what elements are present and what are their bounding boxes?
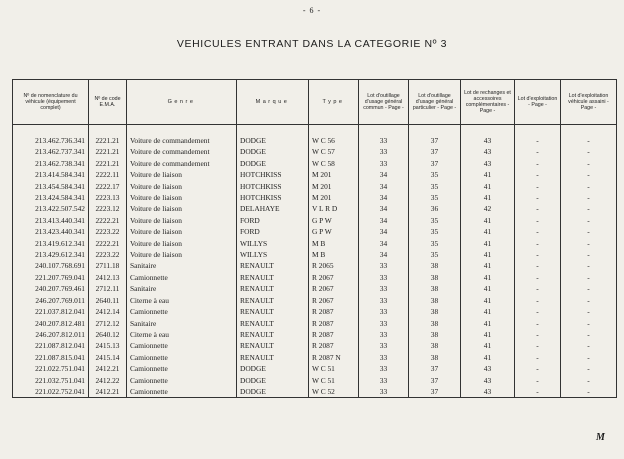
cell-code-ema: 2221.21 <box>89 146 127 157</box>
cell-lot-commun: 33 <box>359 158 409 169</box>
cell-genre: Voiture de commandement <box>127 158 237 169</box>
cell-lot-commun: 33 <box>359 386 409 398</box>
cell-genre: Camionnette <box>127 352 237 363</box>
cell-lot-exploitation: - <box>515 375 561 386</box>
cell-code-ema: 2223.22 <box>89 249 127 260</box>
cell-lot-assaini: - <box>561 158 617 169</box>
cell-lot-assaini: - <box>561 215 617 226</box>
cell-lot-particulier: 38 <box>409 283 461 294</box>
cell-lot-commun: 34 <box>359 238 409 249</box>
cell-lot-commun: 33 <box>359 260 409 271</box>
cell-code-ema: 2712.11 <box>89 283 127 294</box>
cell-lot-commun: 33 <box>359 352 409 363</box>
cell-type: R 2087 <box>309 318 359 329</box>
cell-marque: HOTCHKISS <box>237 169 309 180</box>
cell-lot-exploitation: - <box>515 158 561 169</box>
cell-marque: RENAULT <box>237 340 309 351</box>
cell-genre: Camionnette <box>127 306 237 317</box>
table-row <box>13 386 617 398</box>
cell-lot-commun: 33 <box>359 283 409 294</box>
cell-marque: DODGE <box>237 363 309 374</box>
cell-marque: RENAULT <box>237 306 309 317</box>
cell-genre: Voiture de liaison <box>127 169 237 180</box>
cell-code-ema: 2415.13 <box>89 340 127 351</box>
cell-code-ema: 2222.17 <box>89 181 127 192</box>
header-lot-outillage-commun: Lot d'outillage d'usage général commun - Page - <box>359 80 409 125</box>
cell-code-ema: 2222.11 <box>89 169 127 180</box>
table-row <box>13 146 617 157</box>
cell-genre: Camionnette <box>127 340 237 351</box>
cell-lot-rechanges: 43 <box>461 158 515 169</box>
cell-lot-exploitation: - <box>515 272 561 283</box>
table-row <box>13 283 617 294</box>
handwritten-mark: M <box>596 432 605 443</box>
cell-lot-rechanges: 41 <box>461 181 515 192</box>
cell-lot-exploitation: - <box>515 260 561 271</box>
cell-lot-exploitation: - <box>515 146 561 157</box>
cell-nomenclature: 213.422.507.542 <box>13 203 89 214</box>
cell-marque: HOTCHKISS <box>237 192 309 203</box>
cell-code-ema: 2415.14 <box>89 352 127 363</box>
cell-lot-rechanges: 43 <box>461 135 515 146</box>
cell-code-ema: 2640.12 <box>89 329 127 340</box>
cell-type: M 201 <box>309 169 359 180</box>
cell-lot-assaini: - <box>561 249 617 260</box>
cell-lot-commun: 34 <box>359 192 409 203</box>
cell-lot-exploitation: - <box>515 135 561 146</box>
header-nomenclature: Nº de nomenclature du véhicule (équipement complet) <box>13 80 89 125</box>
cell-lot-particulier: 35 <box>409 238 461 249</box>
cell-genre: Voiture de liaison <box>127 192 237 203</box>
cell-lot-assaini: - <box>561 181 617 192</box>
table-header-row <box>13 80 617 125</box>
cell-genre: Sanitaire <box>127 318 237 329</box>
cell-lot-particulier: 35 <box>409 215 461 226</box>
cell-lot-assaini: - <box>561 318 617 329</box>
cell-genre: Voiture de liaison <box>127 238 237 249</box>
cell-marque: RENAULT <box>237 329 309 340</box>
cell-type: R 2087 N <box>309 352 359 363</box>
table-row <box>13 135 617 146</box>
cell-nomenclature: 240.207.812.481 <box>13 318 89 329</box>
cell-marque: RENAULT <box>237 283 309 294</box>
cell-code-ema: 2712.12 <box>89 318 127 329</box>
cell-marque: FORD <box>237 226 309 237</box>
cell-type: G P W <box>309 215 359 226</box>
cell-lot-exploitation: - <box>515 340 561 351</box>
cell-marque: RENAULT <box>237 295 309 306</box>
cell-lot-rechanges: 42 <box>461 203 515 214</box>
cell-lot-commun: 33 <box>359 295 409 306</box>
cell-type: M B <box>309 249 359 260</box>
cell-lot-exploitation: - <box>515 238 561 249</box>
cell-lot-exploitation: - <box>515 295 561 306</box>
cell-genre: Voiture de commandement <box>127 146 237 157</box>
header-marque: Marque <box>237 80 309 125</box>
cell-lot-particulier: 38 <box>409 272 461 283</box>
cell-genre: Voiture de liaison <box>127 203 237 214</box>
cell-genre: Voiture de liaison <box>127 226 237 237</box>
cell-type: R 2067 <box>309 295 359 306</box>
table-row <box>13 203 617 214</box>
table-row <box>13 295 617 306</box>
table-row <box>13 238 617 249</box>
page-number: - 6 - <box>302 6 322 15</box>
cell-lot-exploitation: - <box>515 192 561 203</box>
cell-lot-particulier: 37 <box>409 363 461 374</box>
cell-lot-assaini: - <box>561 226 617 237</box>
cell-lot-commun: 34 <box>359 203 409 214</box>
cell-lot-rechanges: 41 <box>461 192 515 203</box>
cell-nomenclature: 221.032.751.041 <box>13 375 89 386</box>
cell-lot-assaini: - <box>561 135 617 146</box>
cell-type: R 2087 <box>309 340 359 351</box>
cell-code-ema: 2221.21 <box>89 158 127 169</box>
cell-code-ema: 2412.21 <box>89 386 127 398</box>
cell-nomenclature: 213.462.737.341 <box>13 146 89 157</box>
cell-nomenclature: 221.037.812.041 <box>13 306 89 317</box>
cell-lot-rechanges: 41 <box>461 249 515 260</box>
cell-lot-exploitation: - <box>515 329 561 340</box>
cell-type: V L R D <box>309 203 359 214</box>
cell-lot-assaini: - <box>561 260 617 271</box>
cell-nomenclature: 213.414.584.341 <box>13 169 89 180</box>
cell-lot-particulier: 38 <box>409 306 461 317</box>
table-row <box>13 260 617 271</box>
cell-code-ema: 2711.18 <box>89 260 127 271</box>
table-row <box>13 226 617 237</box>
cell-genre: Voiture de liaison <box>127 249 237 260</box>
cell-nomenclature: 240.107.768.691 <box>13 260 89 271</box>
cell-lot-rechanges: 43 <box>461 375 515 386</box>
cell-lot-particulier: 37 <box>409 146 461 157</box>
cell-lot-exploitation: - <box>515 226 561 237</box>
cell-lot-particulier: 37 <box>409 375 461 386</box>
cell-marque: FORD <box>237 215 309 226</box>
cell-lot-particulier: 38 <box>409 352 461 363</box>
cell-marque: DODGE <box>237 375 309 386</box>
header-lot-exploitation: Lot d'exploitation - Page - <box>515 80 561 125</box>
cell-nomenclature: 213.429.612.341 <box>13 249 89 260</box>
cell-lot-commun: 33 <box>359 306 409 317</box>
cell-lot-exploitation: - <box>515 318 561 329</box>
header-genre: Genre <box>127 80 237 125</box>
cell-lot-assaini: - <box>561 238 617 249</box>
cell-lot-exploitation: - <box>515 215 561 226</box>
cell-type: M 201 <box>309 181 359 192</box>
cell-nomenclature: 221.207.769.041 <box>13 272 89 283</box>
cell-lot-particulier: 36 <box>409 203 461 214</box>
cell-lot-rechanges: 41 <box>461 352 515 363</box>
cell-type: M B <box>309 238 359 249</box>
table-row <box>13 181 617 192</box>
cell-marque: DODGE <box>237 386 309 398</box>
cell-code-ema: 2412.21 <box>89 363 127 374</box>
cell-type: R 2087 <box>309 329 359 340</box>
cell-genre: Voiture de commandement <box>127 135 237 146</box>
cell-lot-exploitation: - <box>515 363 561 374</box>
header-lot-rechanges: Lot de rechanges et accessoires complémentaires - Page - <box>461 80 515 125</box>
cell-lot-commun: 34 <box>359 249 409 260</box>
cell-marque: DODGE <box>237 135 309 146</box>
cell-nomenclature: 213.419.612.341 <box>13 238 89 249</box>
table-row <box>13 352 617 363</box>
cell-genre: Citerne à eau <box>127 295 237 306</box>
cell-nomenclature: 213.462.738.341 <box>13 158 89 169</box>
cell-lot-particulier: 38 <box>409 260 461 271</box>
cell-nomenclature: 221.087.812.041 <box>13 340 89 351</box>
cell-lot-commun: 33 <box>359 135 409 146</box>
cell-lot-assaini: - <box>561 352 617 363</box>
cell-type: W C 51 <box>309 363 359 374</box>
cell-lot-assaini: - <box>561 329 617 340</box>
cell-lot-rechanges: 43 <box>461 146 515 157</box>
cell-marque: RENAULT <box>237 318 309 329</box>
cell-type: W C 57 <box>309 146 359 157</box>
cell-lot-assaini: - <box>561 272 617 283</box>
cell-lot-assaini: - <box>561 363 617 374</box>
table-row <box>13 318 617 329</box>
cell-nomenclature: 213.413.440.341 <box>13 215 89 226</box>
cell-lot-exploitation: - <box>515 169 561 180</box>
cell-lot-assaini: - <box>561 375 617 386</box>
cell-lot-commun: 34 <box>359 215 409 226</box>
cell-lot-rechanges: 41 <box>461 318 515 329</box>
table-row <box>13 340 617 351</box>
cell-marque: DODGE <box>237 158 309 169</box>
cell-nomenclature: 213.462.736.341 <box>13 135 89 146</box>
cell-lot-commun: 33 <box>359 340 409 351</box>
cell-marque: WILLYS <box>237 249 309 260</box>
cell-lot-particulier: 38 <box>409 340 461 351</box>
cell-lot-exploitation: - <box>515 249 561 260</box>
cell-genre: Citerne à eau <box>127 329 237 340</box>
cell-lot-rechanges: 41 <box>461 215 515 226</box>
cell-code-ema: 2412.22 <box>89 375 127 386</box>
cell-type: R 2065 <box>309 260 359 271</box>
cell-code-ema: 2640.11 <box>89 295 127 306</box>
cell-lot-assaini: - <box>561 283 617 294</box>
cell-marque: DELAHAYE <box>237 203 309 214</box>
cell-lot-assaini: - <box>561 146 617 157</box>
cell-lot-particulier: 38 <box>409 295 461 306</box>
cell-nomenclature: 221.022.752.041 <box>13 386 89 398</box>
cell-lot-particulier: 35 <box>409 169 461 180</box>
cell-nomenclature: 221.022.751.041 <box>13 363 89 374</box>
cell-lot-rechanges: 41 <box>461 306 515 317</box>
cell-type: G P W <box>309 226 359 237</box>
table-row <box>13 363 617 374</box>
table-row <box>13 375 617 386</box>
cell-lot-particulier: 35 <box>409 192 461 203</box>
cell-lot-assaini: - <box>561 340 617 351</box>
cell-lot-commun: 33 <box>359 146 409 157</box>
header-code-ema: Nº de code E.M.A. <box>89 80 127 125</box>
cell-lot-rechanges: 43 <box>461 363 515 374</box>
vehicle-table <box>12 79 617 398</box>
cell-type: W C 56 <box>309 135 359 146</box>
cell-code-ema: 2223.13 <box>89 192 127 203</box>
cell-genre: Camionnette <box>127 386 237 398</box>
cell-marque: RENAULT <box>237 272 309 283</box>
cell-lot-rechanges: 41 <box>461 260 515 271</box>
cell-lot-rechanges: 41 <box>461 169 515 180</box>
cell-genre: Camionnette <box>127 363 237 374</box>
cell-marque: RENAULT <box>237 260 309 271</box>
cell-nomenclature: 213.424.584.341 <box>13 192 89 203</box>
cell-lot-assaini: - <box>561 169 617 180</box>
cell-lot-exploitation: - <box>515 386 561 398</box>
cell-lot-exploitation: - <box>515 203 561 214</box>
cell-lot-particulier: 38 <box>409 329 461 340</box>
cell-lot-particulier: 37 <box>409 386 461 398</box>
cell-marque: DODGE <box>237 146 309 157</box>
cell-lot-exploitation: - <box>515 306 561 317</box>
cell-lot-commun: 33 <box>359 363 409 374</box>
cell-genre: Sanitaire <box>127 283 237 294</box>
cell-lot-exploitation: - <box>515 283 561 294</box>
table-row <box>13 249 617 260</box>
cell-lot-assaini: - <box>561 192 617 203</box>
cell-lot-commun: 33 <box>359 318 409 329</box>
cell-lot-commun: 33 <box>359 329 409 340</box>
cell-lot-assaini: - <box>561 203 617 214</box>
cell-code-ema: 2222.21 <box>89 238 127 249</box>
cell-lot-commun: 34 <box>359 169 409 180</box>
cell-lot-particulier: 37 <box>409 135 461 146</box>
cell-lot-commun: 34 <box>359 181 409 192</box>
cell-type: R 2067 <box>309 283 359 294</box>
cell-lot-particulier: 38 <box>409 318 461 329</box>
cell-code-ema: 2222.21 <box>89 215 127 226</box>
cell-nomenclature: 246.207.769.011 <box>13 295 89 306</box>
cell-type: R 2087 <box>309 306 359 317</box>
cell-genre: Voiture de liaison <box>127 181 237 192</box>
cell-genre: Sanitaire <box>127 260 237 271</box>
cell-nomenclature: 246.207.812.011 <box>13 329 89 340</box>
cell-code-ema: 2223.12 <box>89 203 127 214</box>
cell-lot-commun: 34 <box>359 226 409 237</box>
cell-code-ema: 2412.14 <box>89 306 127 317</box>
table-row <box>13 272 617 283</box>
cell-marque: HOTCHKISS <box>237 181 309 192</box>
cell-lot-assaini: - <box>561 386 617 398</box>
cell-lot-commun: 33 <box>359 272 409 283</box>
page-title: VEHICULES ENTRANT DANS LA CATEGORIE Nº 3 <box>176 38 448 50</box>
cell-lot-rechanges: 43 <box>461 386 515 398</box>
cell-nomenclature: 240.207.769.461 <box>13 283 89 294</box>
cell-type: W C 51 <box>309 375 359 386</box>
header-type: Type <box>309 80 359 125</box>
cell-lot-particulier: 35 <box>409 181 461 192</box>
cell-lot-rechanges: 41 <box>461 226 515 237</box>
cell-lot-rechanges: 41 <box>461 283 515 294</box>
table-body <box>13 125 617 398</box>
cell-lot-rechanges: 41 <box>461 340 515 351</box>
cell-type: W C 52 <box>309 386 359 398</box>
cell-nomenclature: 213.423.440.341 <box>13 226 89 237</box>
table-row <box>13 329 617 340</box>
cell-lot-assaini: - <box>561 306 617 317</box>
cell-lot-rechanges: 41 <box>461 238 515 249</box>
cell-code-ema: 2223.22 <box>89 226 127 237</box>
cell-lot-rechanges: 41 <box>461 295 515 306</box>
cell-lot-rechanges: 41 <box>461 272 515 283</box>
cell-type: M 201 <box>309 192 359 203</box>
table-row <box>13 158 617 169</box>
cell-lot-rechanges: 41 <box>461 329 515 340</box>
cell-code-ema: 2221.21 <box>89 135 127 146</box>
cell-type: W C 58 <box>309 158 359 169</box>
cell-lot-particulier: 35 <box>409 249 461 260</box>
cell-genre: Camionnette <box>127 375 237 386</box>
cell-code-ema: 2412.13 <box>89 272 127 283</box>
cell-lot-particulier: 37 <box>409 158 461 169</box>
table-row <box>13 215 617 226</box>
cell-nomenclature: 213.454.584.341 <box>13 181 89 192</box>
spacer-row <box>13 125 617 136</box>
header-lot-exploitation-assaini: Lot d'exploitation véhicule assaini - Page - <box>561 80 617 125</box>
table-row <box>13 306 617 317</box>
header-lot-outillage-particulier: Lot d'outillage d'usage général particulier - Page - <box>409 80 461 125</box>
cell-lot-commun: 33 <box>359 375 409 386</box>
table-row <box>13 169 617 180</box>
cell-marque: WILLYS <box>237 238 309 249</box>
cell-nomenclature: 221.087.815.041 <box>13 352 89 363</box>
cell-lot-exploitation: - <box>515 181 561 192</box>
table-row <box>13 192 617 203</box>
cell-lot-particulier: 35 <box>409 226 461 237</box>
cell-lot-exploitation: - <box>515 352 561 363</box>
cell-genre: Camionnette <box>127 272 237 283</box>
cell-genre: Voiture de liaison <box>127 215 237 226</box>
cell-lot-assaini: - <box>561 295 617 306</box>
cell-type: R 2067 <box>309 272 359 283</box>
cell-marque: RENAULT <box>237 352 309 363</box>
